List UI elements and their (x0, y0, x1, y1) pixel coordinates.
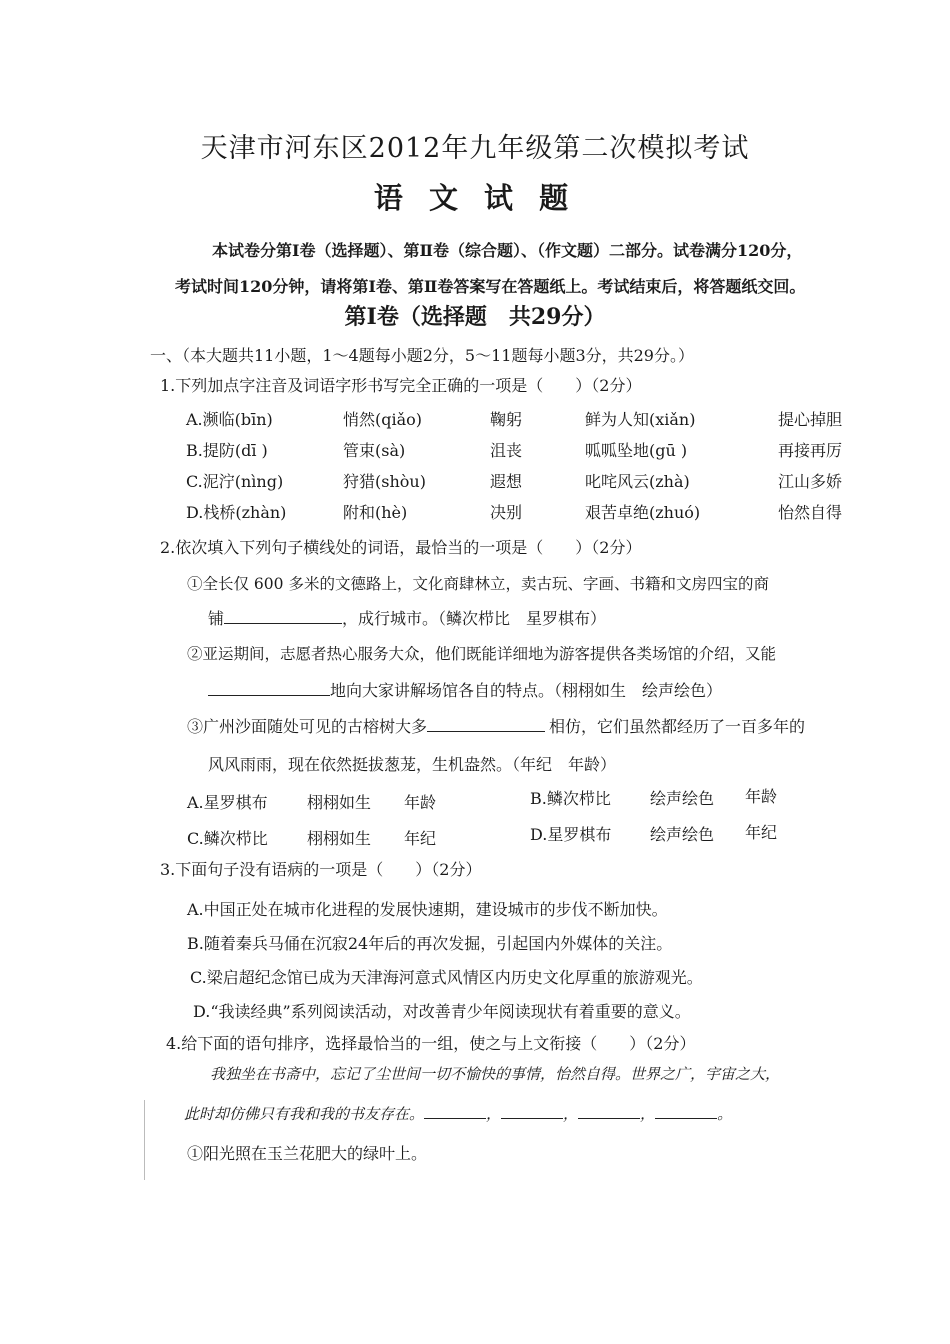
q4-passage-1: 我独坐在书斋中，忘记了尘世间一切不愉快的事情，怡然自得。世界之广，宇宙之大， (210, 1065, 781, 1083)
q4-comma-3: ， (640, 1105, 656, 1123)
q1-d-3: 决别 (490, 503, 523, 522)
q4-passage-2-text: 此时却仿佛只有我和我的书友存在。 (184, 1105, 425, 1123)
q2-opt-c-3: 年纪 (404, 829, 437, 848)
q2-blank-2 (208, 681, 330, 696)
q2-sentence-2b (208, 678, 722, 701)
q3-opt-a: A.中国正处在城市化进程的发展快速期，建设城市的步伐不断加快。 (187, 900, 668, 919)
q2-sentence-1a: ①全长仅 600 多米的文德路上，文化商肆林立，卖古玩、字画、书籍和文房四宝的商 (187, 575, 769, 593)
q1-d-2: 附和(hè) (343, 503, 408, 522)
q1-d-1: D.栈桥(zhàn) (186, 503, 287, 522)
exam-title: 天津市河东区2012年九年级第二次模拟考试 (200, 133, 750, 164)
q1-d-4: 艰苦卓绝(zhuó) (585, 503, 701, 522)
q1-c-5: 江山多娇 (778, 472, 843, 491)
q2-opt-d-2: 绘声绘色 (650, 825, 715, 844)
q2-stem: 2.依次填入下列句子横线处的词语，最恰当的一项是（ ）（2分） (160, 538, 642, 557)
q1-c-1: C.泥泞(nìng) (186, 472, 284, 491)
scan-margin-line (144, 1100, 145, 1180)
q2-opt-d-3: 年纪 (745, 823, 778, 842)
q3-opt-b: B.随着秦兵马俑在沉寂24年后的再次发掘，引起国内外媒体的关注。 (187, 934, 673, 953)
q1-b-2: 管束(sà) (343, 441, 406, 460)
q4-blank-3 (578, 1104, 640, 1119)
q1-a-4: 鲜为人知(xiǎn) (585, 410, 696, 429)
q2-blank-3 (427, 717, 545, 732)
q4-item-1: ①阳光照在玉兰花肥大的绿叶上。 (187, 1144, 428, 1163)
q4-comma-1: ， (486, 1105, 502, 1123)
q3-stem: 3.下面句子没有语病的一项是（ ）（2分） (160, 860, 482, 879)
q2-opt-d-1: D.星罗棋布 (530, 825, 612, 844)
q1-c-4: 叱咤风云(zhà) (585, 472, 690, 491)
q4-passage-2 (184, 1103, 732, 1124)
q2-s1-suffix: ，成行城市。（鳞次栉比 星罗棋布） (342, 609, 607, 628)
q2-sentence-2a: ②亚运期间，志愿者热心服务大众，他们既能详细地为游客提供各类场馆的介绍，又能 (187, 645, 777, 663)
intro-line-2: 考试时间120分钟，请将第Ⅰ卷、第Ⅱ卷答案写在答题纸上。考试结束后，将答题纸交回。 (175, 277, 806, 296)
q1-a-1: A.濒临(bīn) (186, 410, 273, 429)
q1-b-4: 呱呱坠地(gū ) (585, 441, 688, 460)
q2-s3-prefix: ③广州沙面随处可见的古榕树大多 (187, 717, 428, 736)
q4-period: 。 (717, 1105, 733, 1123)
q2-opt-c-2: 栩栩如生 (307, 829, 372, 848)
q2-opt-c-1: C.鳞次栉比 (187, 829, 268, 848)
q1-a-5: 提心掉胆 (778, 410, 843, 429)
q2-s2-suffix: 地向大家讲解场馆各自的特点。（栩栩如生 绘声绘色） (330, 681, 723, 700)
q1-b-3: 沮丧 (490, 441, 523, 460)
intro-line-1: 本试卷分第Ⅰ卷（选择题）、第Ⅱ卷（综合题）、（作文题）二部分。试卷满分120分， (212, 241, 803, 260)
q4-blank-4 (655, 1104, 717, 1119)
q2-opt-b-2: 绘声绘色 (650, 789, 715, 808)
q2-opt-b-1: B.鳞次栉比 (530, 789, 611, 808)
q2-s1-prefix: 铺 (208, 609, 225, 628)
q2-opt-a-3: 年龄 (404, 793, 437, 812)
q2-opt-a-2: 栩栩如生 (307, 793, 372, 812)
exam-subtitle: 语 文 试 题 (373, 181, 577, 215)
q1-c-2: 狩猎(shòu) (343, 472, 426, 491)
q2-s3-suffix: 相仿，它们虽然都经历了一百多年的 (549, 717, 806, 736)
q4-blank-2 (501, 1104, 563, 1119)
q4-stem: 4.给下面的语句排序，选择最恰当的一组，使之与上文衔接（ ）（2分） (166, 1034, 696, 1053)
q2-opt-b-3: 年龄 (745, 787, 778, 806)
q3-opt-d: D.“我读经典”系列阅读活动，对改善青少年阅读现状有着重要的意义。 (193, 1002, 691, 1021)
q2-sentence-3b: 风风雨雨，现在依然挺拔葱茏，生机盎然。（年纪 年龄） (208, 755, 617, 774)
q2-blank-1 (224, 609, 342, 624)
q4-blank-1 (424, 1104, 486, 1119)
q2-sentence-3a (187, 714, 805, 737)
section-heading: 第Ⅰ卷（选择题 共29分） (344, 304, 606, 330)
q3-opt-c: C.梁启超纪念馆已成为天津海河意式风情区内历史文化厚重的旅游观光。 (190, 968, 703, 987)
section-instruction: 一、（本大题共11小题，1～4题每小题2分，5～11题每小题3分，共29分。） (150, 346, 694, 365)
q1-a-2: 悄然(qiǎo) (343, 410, 423, 429)
q2-sentence-1b (208, 606, 606, 629)
q1-stem: 1.下列加点字注音及词语字形书写完全正确的一项是（ ）（2分） (160, 376, 642, 395)
q4-comma-2: ， (563, 1105, 579, 1123)
q1-d-5: 怡然自得 (778, 503, 843, 522)
q1-b-1: B.提防(dī ) (186, 441, 268, 460)
q1-c-3: 遐想 (490, 472, 523, 491)
q1-b-5: 再接再厉 (778, 441, 843, 460)
q2-opt-a-1: A.星罗棋布 (187, 793, 268, 812)
q1-a-3: 鞠躬 (490, 410, 523, 429)
